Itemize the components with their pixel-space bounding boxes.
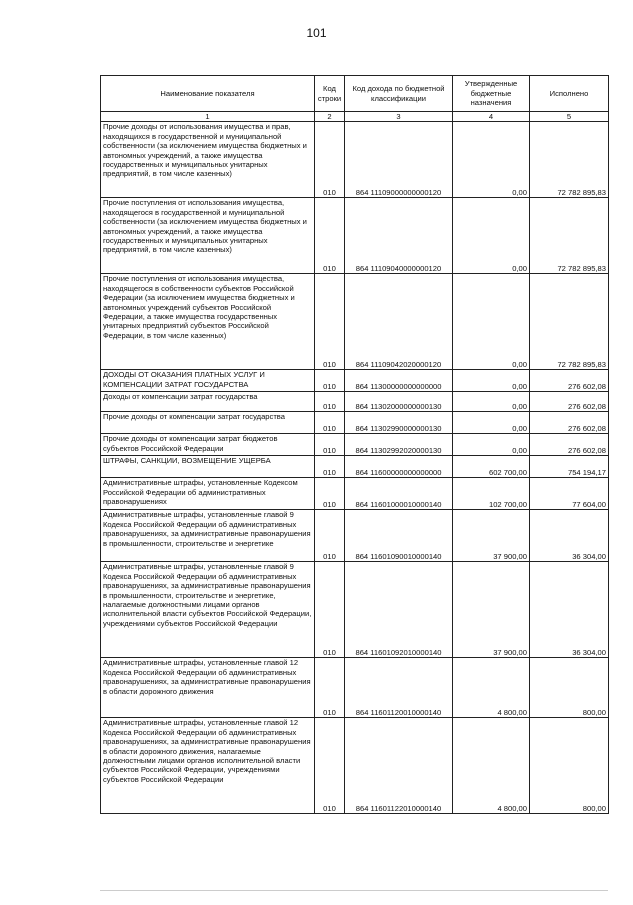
row-approved: 102 700,00 — [453, 478, 530, 510]
row-code: 010 — [315, 658, 345, 718]
table-row — [101, 412, 609, 434]
row-name: Прочие поступления от использования имущества, находящегося в государственной и муниципальной собственности (за исключением имущества бюджетных и автономных учреждений, а также имущества государственных и муниципальных унитарных предприятий, в том числе казенных) — [101, 198, 315, 274]
row-name: ШТРАФЫ, САНКЦИИ, ВОЗМЕЩЕНИЕ УЩЕРБА — [101, 456, 315, 478]
table-header-row — [101, 76, 609, 112]
row-code: 010 — [315, 274, 345, 370]
row-name: Прочие поступления от использования имущества, находящегося в собственности субъектов Российской Федерации (за исключением имущества бюджетных и автономных учреждений субъектов Российской Федерации, а также имущества государственных унитарных предприятий субъектов Российской Федерации, в том числе казенных) — [101, 274, 315, 370]
row-kbk: 864 11109040000000120 — [345, 198, 453, 274]
row-approved: 0,00 — [453, 412, 530, 434]
table-row — [101, 434, 609, 456]
row-name: Административные штрафы, установленные главой 9 Кодекса Российской Федерации об административных правонарушениях, за административные правонарушения в промышленности, строительстве и энергетике — [101, 510, 315, 562]
row-code: 010 — [315, 562, 345, 658]
row-executed: 72 782 895,83 — [530, 198, 609, 274]
row-kbk: 864 11109000000000120 — [345, 122, 453, 198]
row-name: Доходы от компенсации затрат государства — [101, 392, 315, 412]
table-row — [101, 658, 609, 718]
column-number: 2 — [315, 112, 345, 122]
row-executed: 800,00 — [530, 718, 609, 814]
row-name: Административные штрафы, установленные главой 9 Кодекса Российской Федерации об административных правонарушениях, за административные правонарушения в промышленности, строительстве и энергетике, налагаемые должностными лицами органов исполнительной власти субъектов Российской Федерации, учреждениями субъектов Российской Федерации — [101, 562, 315, 658]
row-code: 010 — [315, 718, 345, 814]
header-executed: Исполнено — [530, 76, 609, 112]
row-approved: 0,00 — [453, 274, 530, 370]
row-code: 010 — [315, 370, 345, 392]
row-approved: 0,00 — [453, 434, 530, 456]
row-approved: 602 700,00 — [453, 456, 530, 478]
row-name: Прочие доходы от компенсации затрат государства — [101, 412, 315, 434]
row-code: 010 — [315, 510, 345, 562]
column-number: 1 — [101, 112, 315, 122]
row-executed: 754 194,17 — [530, 456, 609, 478]
row-name: Прочие доходы от компенсации затрат бюджетов субъектов Российской Федерации — [101, 434, 315, 456]
row-approved: 4 800,00 — [453, 658, 530, 718]
row-executed: 72 782 895,83 — [530, 122, 609, 198]
row-approved: 37 900,00 — [453, 510, 530, 562]
row-kbk: 864 11601122010000140 — [345, 718, 453, 814]
column-number: 3 — [345, 112, 453, 122]
row-approved: 0,00 — [453, 198, 530, 274]
row-name: Прочие доходы от использования имущества и прав, находящихся в государственной и муниципальной собственности (за исключением имущества бюджетных и автономных учреждений, а также имущества государственных и муниципальных унитарных предприятий, в том числе казенных) — [101, 122, 315, 198]
column-number: 4 — [453, 112, 530, 122]
row-executed: 36 304,00 — [530, 510, 609, 562]
table-row — [101, 122, 609, 198]
footer-rule — [100, 890, 608, 891]
row-code: 010 — [315, 122, 345, 198]
header-name: Наименование показателя — [101, 76, 315, 112]
table-row — [101, 718, 609, 814]
row-executed: 800,00 — [530, 658, 609, 718]
table-row — [101, 478, 609, 510]
row-name: Административные штрафы, установленные главой 12 Кодекса Российской Федерации об административных правонарушениях, за административные правонарушения в области дорожного движения, налагаемые должностными лицами органов исполнительной власти субъектов Российской Федерации, учреждениями субъектов Российской Федерации — [101, 718, 315, 814]
row-executed: 276 602,08 — [530, 434, 609, 456]
row-code: 010 — [315, 478, 345, 510]
row-kbk: 864 11601092010000140 — [345, 562, 453, 658]
row-kbk: 864 11601000010000140 — [345, 478, 453, 510]
row-kbk: 864 11601090010000140 — [345, 510, 453, 562]
row-executed: 276 602,08 — [530, 370, 609, 392]
row-code: 010 — [315, 198, 345, 274]
header-code: Код строки — [315, 76, 345, 112]
row-code: 010 — [315, 434, 345, 456]
row-kbk: 864 11302992020000130 — [345, 434, 453, 456]
row-code: 010 — [315, 392, 345, 412]
row-kbk: 864 11601120010000140 — [345, 658, 453, 718]
page-number: 101 — [306, 26, 327, 40]
row-name: Административные штрафы, установленные главой 12 Кодекса Российской Федерации об административных правонарушениях, за административные правонарушения в области дорожного движения — [101, 658, 315, 718]
row-executed: 72 782 895,83 — [530, 274, 609, 370]
row-approved: 0,00 — [453, 370, 530, 392]
column-number-row — [101, 112, 609, 122]
row-approved: 0,00 — [453, 392, 530, 412]
table-row — [101, 370, 609, 392]
income-report-table — [100, 75, 609, 814]
row-code: 010 — [315, 412, 345, 434]
row-name: ДОХОДЫ ОТ ОКАЗАНИЯ ПЛАТНЫХ УСЛУГ И КОМПЕНСАЦИИ ЗАТРАТ ГОСУДАРСТВА — [101, 370, 315, 392]
table-row — [101, 456, 609, 478]
row-executed: 77 604,00 — [530, 478, 609, 510]
header-kbk: Код дохода по бюджетной классификации — [345, 76, 453, 112]
row-executed: 276 602,08 — [530, 392, 609, 412]
table-row — [101, 562, 609, 658]
row-approved: 0,00 — [453, 122, 530, 198]
header-approved: Утвержденные бюджетные назначения — [453, 76, 530, 112]
table-row — [101, 392, 609, 412]
row-kbk: 864 11109042020000120 — [345, 274, 453, 370]
row-kbk: 864 11600000000000000 — [345, 456, 453, 478]
column-number: 5 — [530, 112, 609, 122]
table-row — [101, 510, 609, 562]
row-kbk: 864 11300000000000000 — [345, 370, 453, 392]
row-code: 010 — [315, 456, 345, 478]
row-kbk: 864 11302000000000130 — [345, 392, 453, 412]
table-row — [101, 198, 609, 274]
row-kbk: 864 11302990000000130 — [345, 412, 453, 434]
table-row — [101, 274, 609, 370]
row-name: Административные штрафы, установленные Кодексом Российской Федерации об административных правонарушениях — [101, 478, 315, 510]
row-approved: 4 800,00 — [453, 718, 530, 814]
row-approved: 37 900,00 — [453, 562, 530, 658]
row-executed: 276 602,08 — [530, 412, 609, 434]
row-executed: 36 304,00 — [530, 562, 609, 658]
